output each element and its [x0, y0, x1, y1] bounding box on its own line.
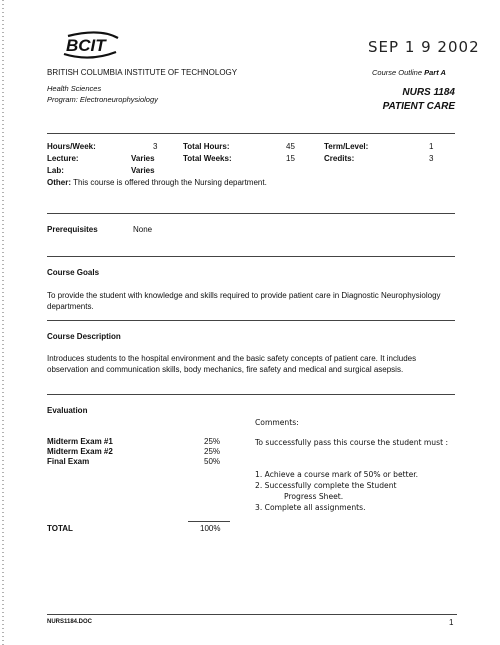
prerequisites-value: None — [133, 225, 153, 234]
comments-item: 2. Successfully complete the Student — [255, 481, 397, 490]
total-rule — [188, 521, 230, 522]
eval-item-weight: 25% — [204, 437, 221, 446]
doc-type: Course Outline — [372, 68, 423, 77]
evaluation-heading: Evaluation — [47, 406, 88, 415]
section-divider — [47, 320, 455, 321]
doc-type-line — [372, 68, 446, 77]
doc-part: Part A — [424, 68, 446, 77]
program-name: Program: Electroneurophysiology — [47, 95, 158, 104]
comments-item: 3. Complete all assignments. — [255, 503, 366, 512]
credits-label: Credits: — [324, 154, 355, 163]
total-value: 100% — [200, 524, 221, 533]
lecture-value: Varies — [131, 154, 155, 163]
school-name: Health Sciences — [47, 84, 102, 93]
lecture-label: Lecture: — [47, 154, 79, 163]
course-goals-heading: Course Goals — [47, 268, 100, 277]
eval-item-name: Final Exam — [47, 457, 90, 466]
section-divider — [47, 256, 455, 257]
lab-value: Varies — [131, 166, 155, 175]
total-weeks-label: Total Weeks: — [183, 154, 232, 163]
eval-item-name: Midterm Exam #2 — [47, 447, 113, 456]
comments-item: 1. Achieve a course mark of 50% or better. — [255, 470, 419, 479]
course-description-heading: Course Description — [47, 332, 121, 341]
credits-value: 3 — [429, 154, 434, 163]
other-line — [47, 178, 267, 187]
term-level-label: Term/Level: — [324, 142, 369, 151]
eval-item-weight: 50% — [204, 457, 221, 466]
received-date-stamp: SEP 1 9 2002 — [368, 38, 480, 56]
page-number: 1 — [449, 618, 454, 627]
footer-filename: NURS1184.DOC — [47, 619, 93, 625]
course-goals-text: To provide the student with knowledge and skills required to provide patient care in Diagnostic Neurophysiology departments. — [47, 291, 441, 311]
section-divider — [47, 213, 455, 214]
prerequisites-label: Prerequisites — [47, 225, 98, 234]
hours-week-label: Hours/Week: — [47, 142, 96, 151]
institute-name: BRITISH COLUMBIA INSTITUTE OF TECHNOLOGY — [47, 68, 238, 77]
bcit-logo — [60, 30, 122, 60]
other-value: This course is offered through the Nursing department. — [73, 178, 267, 187]
course-title: PATIENT CARE — [382, 101, 455, 112]
total-label: TOTAL — [47, 524, 73, 533]
lab-label: Lab: — [47, 166, 64, 175]
total-hours-value: 45 — [286, 142, 295, 151]
section-divider — [47, 133, 455, 134]
eval-item-weight: 25% — [204, 447, 221, 456]
footer-rule — [47, 614, 457, 615]
section-divider — [47, 394, 455, 395]
course-code: NURS 1184 — [402, 87, 455, 98]
comments-intro: To successfully pass this course the student must : — [255, 438, 449, 447]
course-description-text: Introduces students to the hospital environment and the basic safety concepts of patient care. It includes observation and communication skills, body mechanics, fire safety and medical and surgical asepsis. — [47, 354, 417, 374]
comments-item: Progress Sheet. — [284, 492, 344, 501]
scan-margin-marks — [2, 0, 4, 645]
other-label: Other: — [47, 178, 71, 187]
hours-week-value: 3 — [153, 142, 158, 151]
total-hours-label: Total Hours: — [183, 142, 230, 151]
logo-text: BCIT — [66, 36, 106, 55]
eval-item-name: Midterm Exam #1 — [47, 437, 113, 446]
comments-label: Comments: — [255, 418, 299, 427]
term-level-value: 1 — [429, 142, 434, 151]
total-weeks-value: 15 — [286, 154, 295, 163]
